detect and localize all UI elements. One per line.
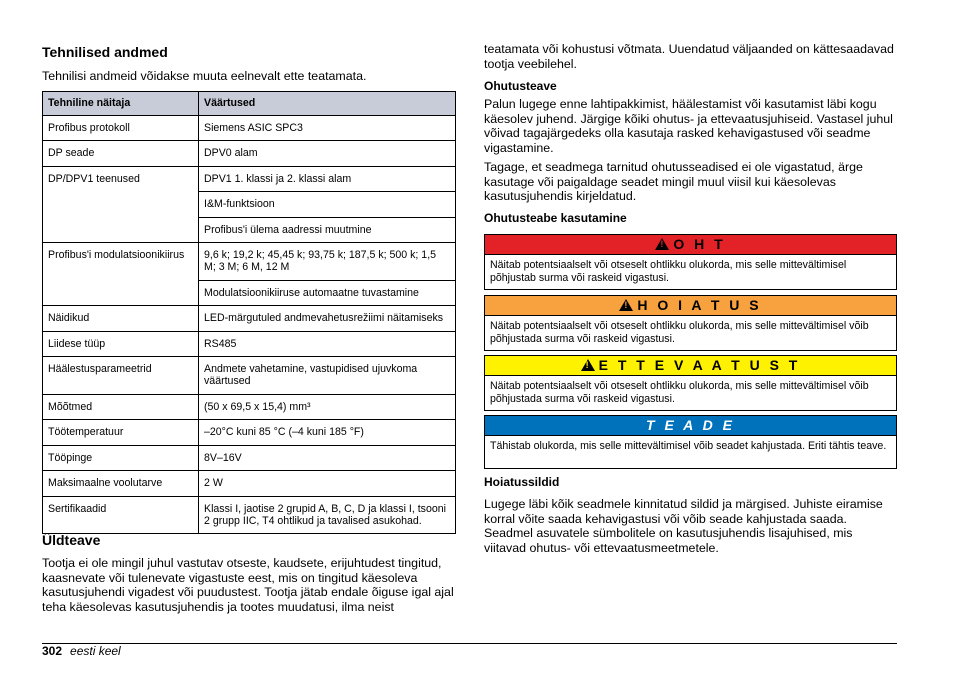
table-row (43, 394, 456, 419)
table-cell-value: –20°C kuni 85 °C (–4 kuni 185 °F) (199, 420, 456, 445)
warning-notice-text: Näitab potentsiaalselt või otseselt ohtlikku olukorda, mis selle mittevältimisel võib põhjustada surma või raskeid vigastusi. (490, 320, 869, 345)
general-info-continuation: teatamata või kohustusi võtmata. Uuendatud väljaanded on kättesaadavad tootja veebilehel. (484, 42, 894, 71)
column-header-parameter: Tehniline näitaja (43, 92, 199, 116)
table-cell-parameter: Tööpinge (43, 445, 199, 470)
danger-notice-header (485, 235, 896, 255)
page-footer (42, 644, 121, 658)
warning-triangle-icon (619, 299, 633, 311)
table-cell-parameter: Häälestusparameetrid (43, 357, 199, 395)
general-info-text: Tootja ei ole mingil juhul vastutav otseste, kaudsete, erijuhtudest tingitud, kaasnevate või tulenevate vigastuste eest, mis on tingitud käesoleva kasutusjuhendi vigadest või puudustest. Tootja jätab endale õiguse igal ajal teha käesolevas kasutusjuhendis ja tootes muudatusi, ilma neist (42, 556, 454, 614)
table-cell-value: DPV1 1. klassi ja 2. klassi alam (199, 166, 456, 191)
table-row (43, 243, 456, 281)
caution-notice-text: Näitab potentsiaalselt või otseselt ohtlikku olukorda, mis selle mittevältimisel võib põhjustada surma või raskeid vigastusi. (490, 380, 869, 405)
table-row (43, 166, 456, 191)
table-cell-value: 8V–16V (199, 445, 456, 470)
table-cell-value: Klassi I, jaotise 2 grupid A, B, C, D ja klassi I, tsooni 2 grupp IIC, T4 ohtlikud ja tavalised asukohad. (199, 496, 456, 534)
table-cell-parameter: Sertifikaadid (43, 496, 199, 534)
table-cell-value: 2 W (199, 471, 456, 496)
caution-notice (484, 355, 897, 411)
table-cell-value: Andmete vahetamine, vastupidised ujuvkoma väärtused (199, 357, 456, 395)
warning-label: H O I A T U S (637, 297, 762, 313)
table-cell-value: RS485 (199, 331, 456, 356)
table-cell-parameter: Liidese tüüp (43, 331, 199, 356)
notice-box (484, 415, 897, 469)
caution-label: E T T E V A A T U S T (598, 357, 801, 373)
safety-info-paragraph: Palun lugege enne lahtipakkimist, häälestamist või kasutamist läbi kogu käesolev juhend. Järgige kõiki ohutus- ja ettevaatusjuhiseid. Vastasel juhul võivad tagajärgedeks olla kasutaja rasked kehavigastused või seadme vigastamine. (484, 97, 893, 155)
technical-data-heading: Tehnilised andmed (42, 44, 168, 60)
column-header-values: Väärtused (199, 92, 456, 116)
page-number: 302 (42, 644, 63, 658)
table-row (43, 420, 456, 445)
general-info-heading: Üldteave (42, 532, 101, 548)
table-cell-value: (50 x 69,5 x 15,4) mm³ (199, 394, 456, 419)
warning-triangle-icon (655, 238, 669, 250)
table-cell-parameter: Profibus'i modulatsioonikiirus (43, 243, 199, 306)
danger-notice (484, 234, 897, 290)
table-row (43, 496, 456, 534)
table-cell-parameter: Maksimaalne voolutarve (43, 471, 199, 496)
table-header-row (43, 92, 456, 116)
table-cell-value: Modulatsioonikiiruse automaatne tuvastamine (199, 280, 456, 305)
footer-language: eesti keel (70, 644, 121, 658)
table-cell-parameter: DP/DPV1 teenused (43, 166, 199, 242)
safety-info-paragraph: Tagage, et seadmega tarnitud ohutusseadised ei ole vigastatud, ärge kasutage või paigaldage seadet mingil muul viisil kui käesolevas kasutusjuhendis kirjeldatud. (484, 160, 863, 203)
table-cell-parameter: DP seade (43, 141, 199, 166)
warning-triangle-icon (581, 359, 595, 371)
table-cell-value: Profibus'i ülema aadressi muutmine (199, 217, 456, 242)
notice-header (485, 416, 896, 436)
table-cell-parameter: Profibus protokoll (43, 116, 199, 141)
warning-notice-header (485, 296, 896, 316)
table-cell-parameter: Töötemperatuur (43, 420, 199, 445)
table-row (43, 445, 456, 470)
table-cell-parameter: Näidikud (43, 306, 199, 331)
technical-data-intro: Tehnilisi andmeid võidakse muuta eelnevalt ette teatamata. (42, 69, 367, 83)
danger-label: O H T (673, 236, 726, 252)
table-row (43, 331, 456, 356)
footer-divider (42, 643, 897, 644)
table-cell-value: DPV0 alam (199, 141, 456, 166)
table-row (43, 357, 456, 395)
table-cell-value: I&M-funktsioon (199, 192, 456, 217)
danger-notice-text: Näitab potentsiaalselt või otseselt ohtlikku olukorda, mis selle mittevältimisel põhjustab surma või raskeid vigastusi. (490, 259, 847, 284)
table-cell-parameter: Mõõtmed (43, 394, 199, 419)
table-row (43, 141, 456, 166)
table-row (43, 116, 456, 141)
precautionary-labels-heading: Hoiatussildid (484, 475, 560, 489)
table-row (43, 471, 456, 496)
precautionary-labels-text: Lugege läbi kõik seadmele kinnitatud sildid ja märgised. Juhiste eiramise korral võite saada kehavigastusi või võib seade kahjustada saada. Seadmel asuvatele sümbolitele on kasutusjuhendis lisajuhised, mis viitavad ohutus- või ettevaatusmeetmetele. (484, 497, 883, 555)
table-cell-value: LED-märgutuled andmevahetusrežiimi näitamiseks (199, 306, 456, 331)
warning-notice (484, 295, 897, 351)
table-row (43, 306, 456, 331)
table-cell-value: 9,6 k; 19,2 k; 45,45 k; 93,75 k; 187,5 k; 500 k; 1,5 M; 3 M; 6 M, 12 M (199, 243, 456, 281)
hazard-info-usage-heading: Ohutusteabe kasutamine (484, 211, 627, 225)
specifications-table (42, 91, 456, 534)
table-cell-value: Siemens ASIC SPC3 (199, 116, 456, 141)
safety-info-heading: Ohutusteave (484, 79, 557, 93)
notice-text: Tähistab olukorda, mis selle mittevältimisel võib seadet kahjustada. Eriti tähtis teave. (490, 440, 887, 452)
caution-notice-header (485, 356, 896, 376)
notice-label: T E A D E (646, 417, 735, 433)
